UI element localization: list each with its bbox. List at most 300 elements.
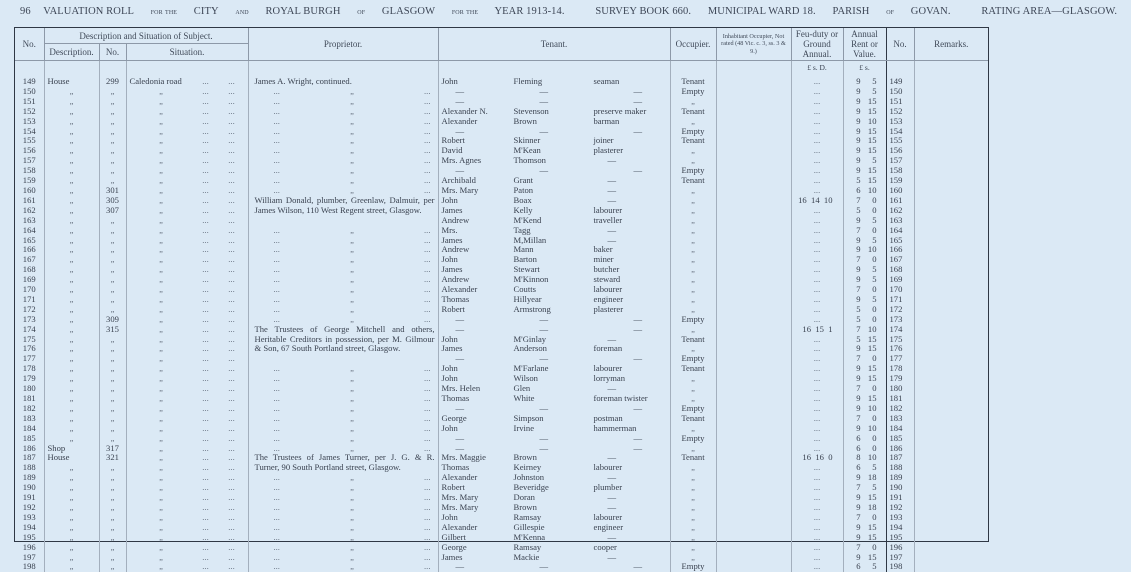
situation-text: „ [130,136,193,146]
tenant-wrap [442,404,667,414]
annual-rent-value [847,404,883,414]
description-cell: „ [44,553,99,563]
situation-text: „ [130,255,193,265]
tenant-surname: Mann [514,245,594,255]
tenant-cell [438,226,670,236]
inhabitant-cell [716,305,791,315]
ditto-mark: „ [350,275,354,285]
street-number-cell: 317 [99,444,126,454]
tenant-occupation: foreman twister [594,394,667,404]
annual-rent-value [847,166,883,176]
rent-pounds: 6 [847,562,861,572]
annual-rent-cell [843,543,886,553]
inhabitant-cell [716,325,791,335]
annual-rent-cell [843,374,886,384]
leader-dots: ... [274,305,280,315]
tenant-occupation: — [620,354,667,364]
description-cell: „ [44,186,99,196]
annual-rent-value [847,186,883,196]
leader-dots: ... [424,305,430,315]
tenant-wrap [442,315,667,325]
remarks-cell [914,394,988,404]
tenant-first-name: Alexander [442,523,514,533]
situation-text: „ [130,325,193,335]
leader-dots: ... [274,136,280,146]
street-number-cell: „ [99,394,126,404]
inhabitant-cell [716,87,791,97]
leader-dots: ... [424,166,430,176]
remarks-cell [914,236,988,246]
leader-dots: ... [219,97,245,107]
leader-dots: ... [424,483,430,493]
entry-number: 153 [15,117,44,127]
inhabitant-cell [716,513,791,523]
leader-dots: ... [274,483,280,493]
occupier-cell: „ [670,226,716,236]
occupier-cell: „ [670,513,716,523]
street-number-cell: „ [99,543,126,553]
leader-dots: ... [274,107,280,117]
ditto-mark: „ [350,543,354,553]
page-number: 96 [20,6,31,17]
inhabitant-cell [716,206,791,216]
situation-wrap [130,394,245,404]
col-header-proprietor: Proprietor. [248,28,438,61]
situation-wrap [130,77,245,87]
tenant-occupation: labourer [594,364,667,374]
ditto-mark: „ [350,523,354,533]
tenant-surname: — [528,404,620,414]
description-cell: „ [44,335,99,345]
leader-dots: ... [274,513,280,523]
situation-wrap [130,265,245,275]
tenant-cell [438,523,670,533]
feu-duty-cell: ... [791,394,843,404]
leader-dots: ... [219,216,245,226]
occupier-cell: „ [670,533,716,543]
tenant-first-name: Robert [442,136,514,146]
tenant-surname: M'Kend [514,216,594,226]
feu-duty-cell: 16 15 1 [791,325,843,335]
situation-wrap [130,453,245,463]
rent-shillings: 15 [861,344,877,354]
tenant-surname: Brown [514,117,594,127]
entry-number-right: 186 [886,444,914,454]
situation-text: „ [130,146,193,156]
entry-number-right: 160 [886,186,914,196]
entry-number: 173 [15,315,44,325]
tenant-first-name: George [442,414,514,424]
ditto-mark: „ [350,176,354,186]
tenant-occupation: joiner [594,136,667,146]
rent-shillings: 10 [861,325,877,335]
description-cell: Shop [44,444,99,454]
annual-rent-value [847,553,883,563]
situation-wrap [130,136,245,146]
annual-rent-value [847,453,883,463]
ditto-mark: „ [350,226,354,236]
tenant-cell [438,533,670,543]
annual-rent-value [847,384,883,394]
ditto-mark: „ [350,424,354,434]
tenant-first-name: John [442,196,514,206]
tenant-wrap [442,364,667,374]
leader-dots: ... [219,473,245,483]
feu-duty-cell: ... [791,384,843,394]
tenant-occupation: — [620,404,667,414]
rent-pounds: 9 [847,236,861,246]
street-number-cell: „ [99,107,126,117]
proprietor-ditto [252,543,435,553]
leader-dots: ... [193,543,219,553]
tenant-wrap [442,503,667,513]
annual-rent-value [847,156,883,166]
leader-dots: ... [219,374,245,384]
situation-text: „ [130,533,193,543]
ditto-mark: „ [350,553,354,563]
entry-number: 167 [15,255,44,265]
rent-pounds: 9 [847,473,861,483]
inhabitant-cell [716,414,791,424]
occupier-cell: „ [670,186,716,196]
entry-number-right: 162 [886,206,914,216]
rent-shillings: 15 [861,364,877,374]
description-cell: „ [44,265,99,275]
occupier-cell: „ [670,255,716,265]
leader-dots: ... [424,493,430,503]
feu-duty-cell: ... [791,285,843,295]
rent-shillings: 5 [861,216,877,226]
proprietor-cell: The Trustees of James Turner, per J. G. & R. Turner, 90 South Portland street, Glasgow. [248,453,438,473]
rent-shillings: 0 [861,384,877,394]
tenant-first-name: Mrs. [442,226,514,236]
col-header-remarks: Remarks. [914,28,988,61]
leader-dots: ... [424,562,430,572]
tenant-occupation: — [594,533,667,543]
entry-number: 169 [15,275,44,285]
description-cell: „ [44,404,99,414]
annual-rent-cell [843,255,886,265]
rent-pounds: 9 [847,394,861,404]
annual-rent-value [847,236,883,246]
leader-dots: ... [193,434,219,444]
situation-wrap [130,295,245,305]
tenant-cell [438,216,670,226]
street-number-cell: 309 [99,315,126,325]
remarks-cell [914,206,988,216]
leader-dots: ... [274,236,280,246]
entry-number: 184 [15,424,44,434]
entry-number: 195 [15,533,44,543]
leader-dots: ... [274,414,280,424]
leader-dots: ... [424,146,430,156]
rent-pounds: 5 [847,206,861,216]
description-cell: „ [44,275,99,285]
occupier-cell: „ [670,553,716,563]
leader-dots: ... [193,483,219,493]
street-number-cell: „ [99,414,126,424]
situation-wrap [130,117,245,127]
leader-dots: ... [274,245,280,255]
annual-rent-value [847,434,883,444]
feu-duty-cell: ... [791,335,843,345]
entry-number-right: 191 [886,493,914,503]
units-cell [99,61,126,75]
occupier-cell: Tenant [670,414,716,424]
feu-duty-cell: ... [791,414,843,424]
entry-number-right: 182 [886,404,914,414]
tenant-wrap [442,453,667,463]
tenant-wrap [442,424,667,434]
inhabitant-cell [716,562,791,572]
situation-text: „ [130,107,193,117]
tenant-cell [438,236,670,246]
street-number-cell: „ [99,463,126,473]
tenant-first-name: James [442,236,514,246]
annual-rent-value [847,206,883,216]
tenant-surname: Fleming [514,77,594,87]
leader-dots: ... [424,236,430,246]
tenant-occupation: labourer [594,513,667,523]
tenant-occupation: seaman [594,77,667,87]
inhabitant-cell [716,354,791,364]
leader-dots: ... [274,553,280,563]
rent-shillings: 0 [861,206,877,216]
tenant-first-name: — [442,127,528,137]
rent-shillings: 15 [861,553,877,563]
leader-dots: ... [274,444,280,454]
rent-shillings: 15 [861,107,877,117]
tenant-surname: M,Millan [514,236,594,246]
entry-number: 150 [15,87,44,97]
situation-wrap [130,156,245,166]
ditto-mark: „ [350,295,354,305]
tenant-first-name: — [442,404,528,414]
annual-rent-value [847,295,883,305]
tenant-cell [438,325,670,335]
entry-number-right: 153 [886,117,914,127]
situation-wrap [130,493,245,503]
entry-number-right: 152 [886,107,914,117]
situation-wrap [130,206,245,216]
valuation-table-frame [14,27,989,542]
tenant-occupation: — [594,335,667,345]
street-number-cell: „ [99,236,126,246]
description-cell: „ [44,156,99,166]
tenant-wrap [442,196,667,206]
tenant-cell [438,245,670,255]
occupier-cell: Tenant [670,335,716,345]
tenant-surname: Stevenson [514,107,594,117]
tenant-surname: Barton [514,255,594,265]
units-cell [44,61,99,75]
entry-number: 175 [15,335,44,345]
remarks-cell [914,414,988,424]
tenant-wrap [442,543,667,553]
leader-dots: ... [193,473,219,483]
rent-pounds: 9 [847,216,861,226]
occupier-cell: „ [670,236,716,246]
survey-book: SURVEY BOOK 660. [595,6,691,17]
tenant-surname: Keirney [514,463,594,473]
entry-number: 178 [15,364,44,374]
entry-number: 152 [15,107,44,117]
rent-pounds: 5 [847,305,861,315]
proprietor-ditto [252,562,435,572]
rent-pounds: 9 [847,127,861,137]
occupier-cell: „ [670,146,716,156]
rent-pounds: 9 [847,146,861,156]
occupier-cell: Tenant [670,364,716,374]
situation-wrap [130,533,245,543]
tenant-first-name: George [442,543,514,553]
feu-duty-cell: ... [791,186,843,196]
rent-shillings: 0 [861,513,877,523]
situation-wrap [130,87,245,97]
tenant-occupation: postman [594,414,667,424]
rent-pounds: 9 [847,77,861,87]
rent-pounds: 7 [847,543,861,553]
rent-shillings: 0 [861,444,877,454]
inhabitant-cell [716,146,791,156]
inhabitant-cell [716,285,791,295]
annual-rent-cell [843,523,886,533]
feu-duty-cell: ... [791,206,843,216]
street-number-cell: „ [99,226,126,236]
tenant-occupation: labourer [594,463,667,473]
leader-dots: ... [274,265,280,275]
occupier-cell: Tenant [670,136,716,146]
feu-duty-cell: ... [791,463,843,473]
street-number-cell: „ [99,216,126,226]
leader-dots: ... [424,295,430,305]
tenant-first-name: Thomas [442,295,514,305]
feu-duty-cell: ... [791,493,843,503]
tenant-wrap [442,533,667,543]
leader-dots: ... [424,553,430,563]
leader-dots: ... [219,384,245,394]
remarks-cell [914,374,988,384]
entry-number: 189 [15,473,44,483]
leader-dots: ... [424,186,430,196]
annual-rent-cell [843,305,886,315]
leader-dots: ... [193,325,219,335]
occupier-cell: Empty [670,434,716,444]
situation-wrap [130,127,245,137]
ditto-mark: „ [350,136,354,146]
feu-duty-cell: ... [791,513,843,523]
tenant-occupation: plasterer [594,305,667,315]
col-header-number: No. [99,44,126,61]
leader-dots: ... [424,275,430,285]
ditto-mark: „ [350,562,354,572]
tenant-occupation: — [594,453,667,463]
leader-dots: ... [274,424,280,434]
remarks-cell [914,483,988,493]
entry-number-right: 166 [886,245,914,255]
leader-dots: ... [274,275,280,285]
feu-duty-cell: ... [791,344,843,354]
tenant-wrap [442,285,667,295]
rent-pounds: 7 [847,414,861,424]
proprietor-cell: William Donald, plumber, Greenlaw, Dalmuir, per James Wilson, 110 West Regent street, Glasgow. [248,196,438,226]
remarks-cell [914,176,988,186]
tenant-occupation: — [620,127,667,137]
annual-rent-cell [843,136,886,146]
situation-text: „ [130,305,193,315]
tenant-surname: Glen [514,384,594,394]
tenant-surname: M'Farlane [514,364,594,374]
occupier-cell: „ [670,543,716,553]
col-header-situation: Situation. [126,44,248,61]
entry-number-right: 194 [886,523,914,533]
rent-shillings: 15 [861,127,877,137]
inhabitant-cell [716,226,791,236]
remarks-cell [914,285,988,295]
leader-dots: ... [424,87,430,97]
units-cell [886,61,914,75]
rent-shillings: 15 [861,146,877,156]
units-row [15,61,988,75]
occupier-cell: „ [670,463,716,473]
entry-number-right: 168 [886,265,914,275]
leader-dots: ... [193,236,219,246]
entry-number-right: 183 [886,414,914,424]
annual-rent-value [847,265,883,275]
street-number-cell: „ [99,434,126,444]
rent-pounds: 9 [847,344,861,354]
occupier-cell: „ [670,196,716,206]
rent-shillings: 15 [861,374,877,384]
rent-pounds: 9 [847,553,861,563]
ditto-mark: „ [350,265,354,275]
inhabitant-cell [716,364,791,374]
tenant-occupation: — [594,176,667,186]
tenant-surname: M'Kenna [514,533,594,543]
leader-dots: ... [274,473,280,483]
feu-duty-cell: ... [791,245,843,255]
tenant-occupation: — [594,196,667,206]
leader-dots: ... [193,344,219,354]
annual-rent-cell [843,196,886,206]
inhabitant-cell [716,166,791,176]
leader-dots: ... [274,255,280,265]
rent-shillings: 0 [861,434,877,444]
occupier-cell: „ [670,344,716,354]
leader-dots: ... [219,117,245,127]
situation-wrap [130,275,245,285]
inhabitant-cell [716,156,791,166]
street-number-cell: „ [99,513,126,523]
leader-dots: ... [193,562,219,572]
rent-shillings: 10 [861,186,877,196]
occupier-cell: „ [670,265,716,275]
situation-wrap [130,404,245,414]
tenant-cell [438,354,670,364]
leader-dots: ... [424,117,430,127]
leader-dots: ... [274,503,280,513]
tenant-wrap [442,226,667,236]
tenant-surname: Johnston [514,473,594,483]
tenant-cell [438,503,670,513]
ditto-mark: „ [350,513,354,523]
rent-pounds: 9 [847,374,861,384]
title-text: VALUATION ROLL [43,6,134,17]
rent-pounds: 9 [847,404,861,414]
tenant-cell [438,364,670,374]
occupier-cell: Tenant [670,74,716,87]
street-number-cell: „ [99,384,126,394]
